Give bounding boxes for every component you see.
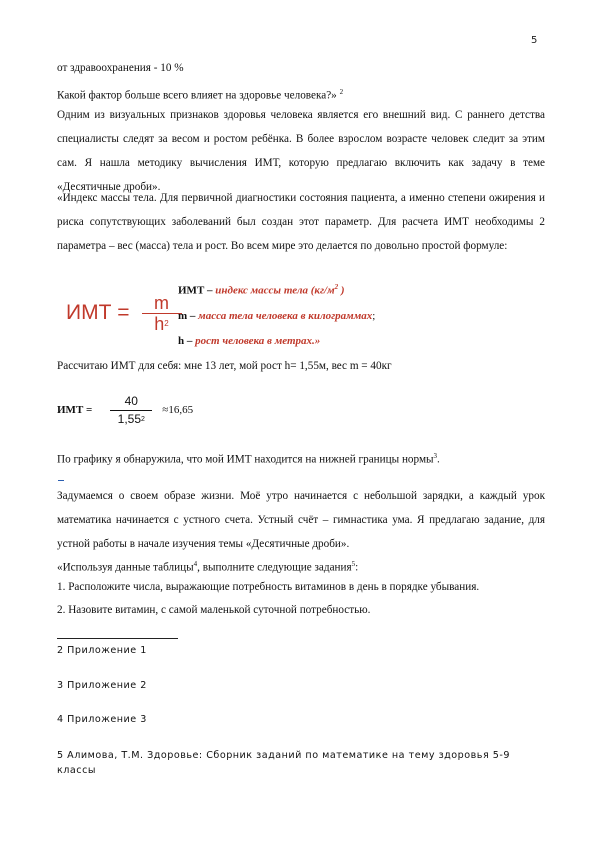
formula-lhs: ИМТ =: [66, 301, 130, 324]
task-item-2: 2. Назовите витамин, с самой маленькой суточной потребностью.: [57, 604, 371, 616]
legend-sup: 2: [334, 283, 339, 291]
formula-fraction: [142, 294, 182, 333]
legend-line-height: [178, 330, 548, 352]
formula-legend: [178, 276, 548, 352]
den-exponent: 2: [141, 415, 145, 423]
text-span: :: [355, 561, 359, 574]
calc-denominator: [118, 412, 145, 427]
footnote-2: 2 Приложение 1: [57, 645, 147, 656]
legend-line-mass: [178, 305, 548, 327]
calc-lhs: ИМТ =: [57, 404, 93, 416]
text-span: .: [437, 453, 440, 466]
legend-term: m –: [178, 309, 199, 322]
task-item-1: 1. Расположите числа, выражающие потребность витаминов в день в порядке убывания.: [57, 581, 480, 593]
paragraph: Задумаемся о своем образе жизни. Моё утро начинается с небольшой зарядки, а каждый урок математика начинается с устного счета. Устный счёт – гимнастика ума. Я предлагаю задание, для устной работы в начале изучения темы «Десятичные дроби».: [57, 490, 545, 550]
legend-line-imt: [178, 276, 548, 302]
den-text: 1,55: [117, 411, 142, 426]
text-span: «Используя данные таблицы: [57, 561, 194, 574]
text-span: По графику я обнаружила, что мой ИМТ находится на нижней границы нормы: [57, 453, 434, 466]
legend-punct: ;: [372, 309, 376, 322]
quote-text: «Индекс массы тела. Для первичной диагностики состояния пациента, а именно степени ожирения и риска сопутствующих заболеваний был создан этот параметр. Для расчета ИМТ необходимы 2 параметра – вес (масса) тела и рост. Во всем мире это делается по довольно простой формуле:: [57, 192, 545, 252]
legend-desc: рост человека в метрах.»: [195, 334, 321, 347]
footnote-separator: [57, 638, 178, 639]
footnote-ref: 4: [193, 560, 198, 568]
bmi-formula: [66, 293, 182, 333]
text-span: , выполните следующие задания: [197, 561, 352, 574]
text-span: Какой фактор больше всего влияет на здоровье человека?»: [57, 89, 340, 102]
footnote-ref: 3: [433, 452, 438, 460]
den-exponent: 2: [164, 318, 169, 328]
bmi-calculation: [57, 388, 193, 432]
legend-desc-end: ): [338, 284, 345, 297]
formula-numerator: m: [154, 292, 170, 313]
page-number: 5: [531, 35, 538, 46]
legend-desc: масса тела человека в килограммах: [198, 309, 373, 322]
footnote-5: 5 Алимова, Т.М. Здоровье: Сборник заданий по математике на тему здоровья 5-9 классы: [57, 750, 510, 776]
paragraph: Одним из визуальных признаков здоровья человека является его внешний вид. С раннего детства специалисты следят за весом и ростом ребёнка. В более взрослом возрасте человек следит за этим сам. Я нашла методику вычисления ИМТ, которую предлагаю включить как задачу в теме «Десятичные дроби».: [57, 109, 545, 193]
footnote-ref: 5: [351, 560, 356, 568]
graph-conclusion: [57, 444, 547, 472]
paragraph-bmi-definition: [57, 186, 545, 258]
calc-numerator: 40: [124, 393, 138, 408]
text-line: [57, 56, 547, 80]
legend-term: h –: [178, 334, 196, 347]
legend-desc: индекс массы тела (кг/м: [215, 284, 335, 297]
fraction-bar: [110, 410, 152, 411]
footnote-ref: 2: [339, 88, 344, 96]
empty-paragraph-marker: [58, 480, 64, 481]
legend-term: ИМТ –: [178, 284, 216, 297]
footnote-4: 4 Приложение 3: [57, 714, 147, 725]
den-text: h: [154, 313, 165, 334]
calc-intro: Рассчитаю ИМТ для себя: мне 13 лет, мой рост h= 1,55м, вес m = 40кг: [57, 360, 392, 372]
formula-denominator: [154, 315, 168, 333]
footnote-3: 3 Приложение 2: [57, 680, 147, 691]
text-span: от здравоохранения - 10 %: [57, 62, 184, 74]
calc-fraction: [110, 394, 152, 427]
calc-result: ≈16,65: [162, 404, 194, 416]
